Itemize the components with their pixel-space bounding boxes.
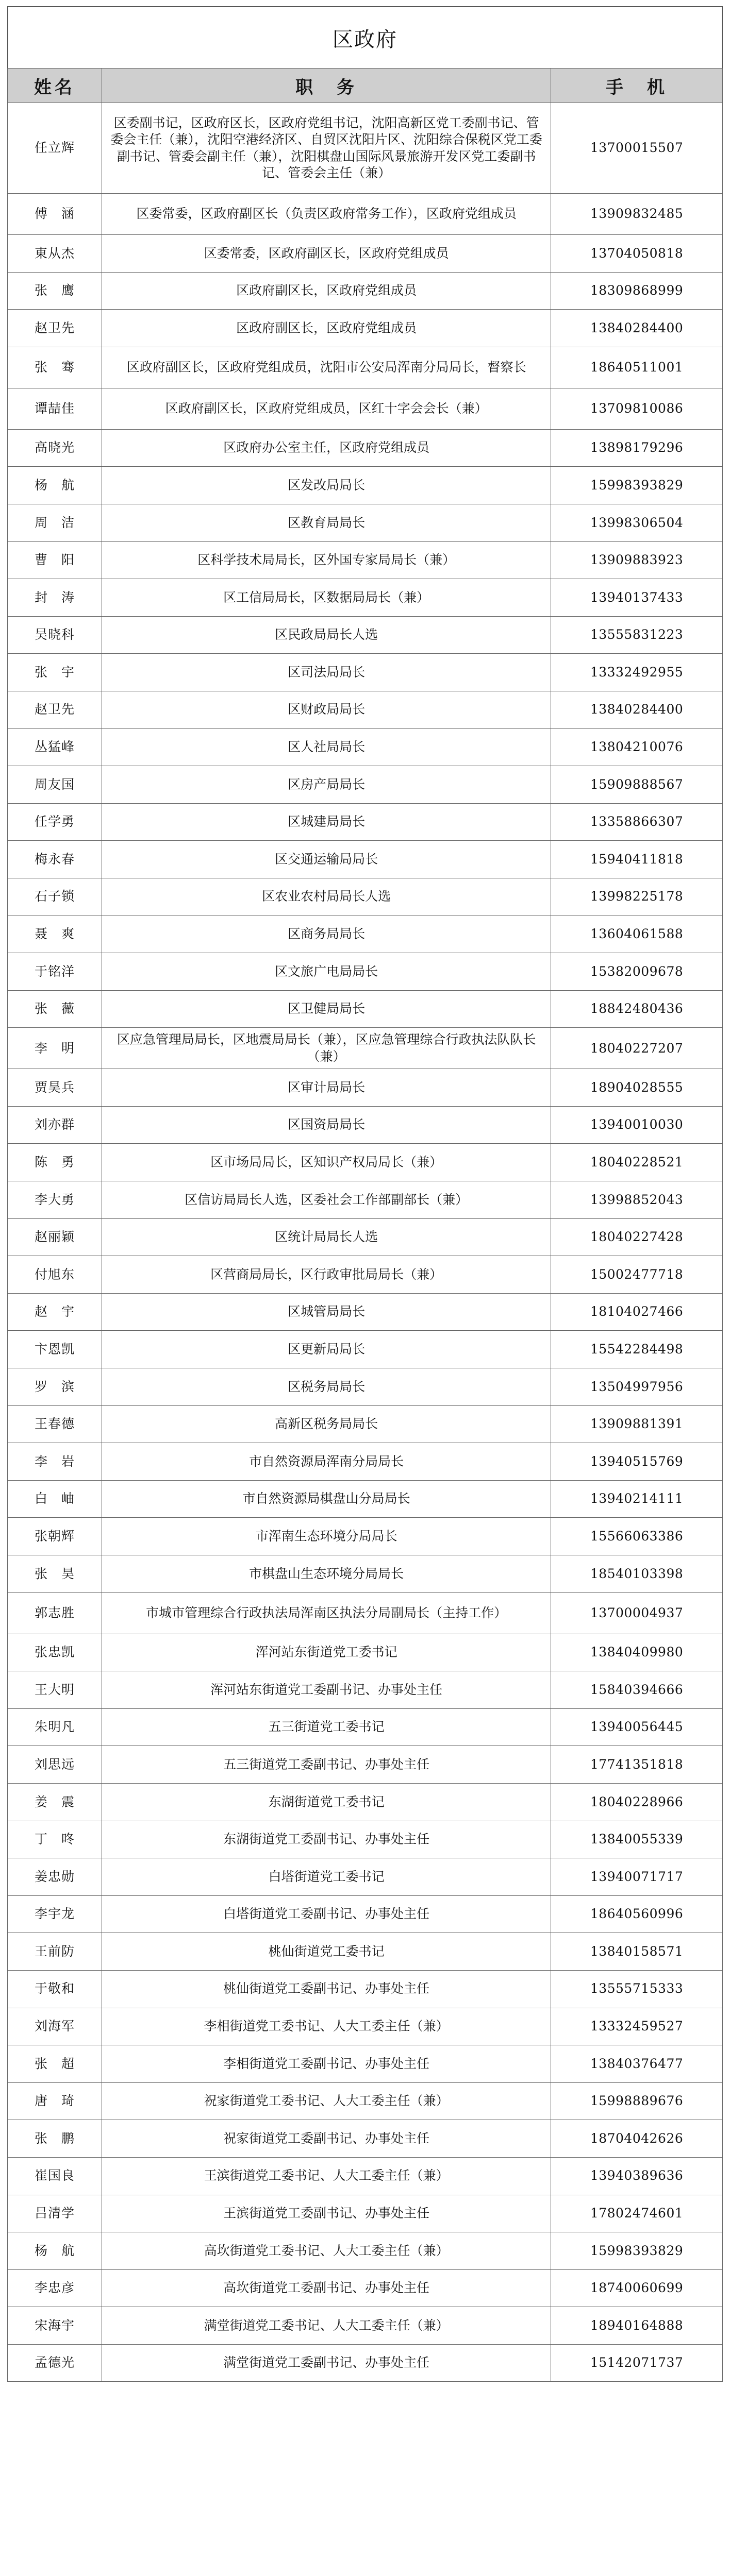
- person-duty: 区科学技术局局长，区外国专家局局长（兼）: [102, 541, 551, 579]
- table-row: [8, 1895, 723, 1933]
- person-duty: 区税务局局长: [102, 1368, 551, 1406]
- person-name: 张 宇: [8, 654, 102, 691]
- person-name: 丛猛峰: [8, 728, 102, 766]
- table-row: [8, 1331, 723, 1368]
- table-row: [8, 2082, 723, 2120]
- person-duty: 区委常委，区政府副区长，区政府党组成员: [102, 235, 551, 273]
- table-row: [8, 1256, 723, 1294]
- person-name: 朱明凡: [8, 1708, 102, 1746]
- person-phone: 13504997956: [551, 1368, 723, 1406]
- person-duty: 区工信局局长，区数据局局长（兼）: [102, 579, 551, 617]
- table-header-row: [8, 69, 723, 103]
- table-row: [8, 2344, 723, 2382]
- person-name: 李 岩: [8, 1443, 102, 1481]
- table-row: [8, 841, 723, 878]
- person-duty: 区委常委，区政府副区长（负责区政府常务工作），区政府党组成员: [102, 194, 551, 235]
- table-row: [8, 388, 723, 429]
- person-duty: 桃仙街道党工委书记: [102, 1933, 551, 1971]
- table-row: [8, 235, 723, 273]
- person-phone: 13840284400: [551, 691, 723, 728]
- person-phone: 18740060699: [551, 2269, 723, 2307]
- table-row: [8, 579, 723, 617]
- person-name: 東从杰: [8, 235, 102, 273]
- person-phone: 13332459527: [551, 2008, 723, 2045]
- person-phone: 18040228521: [551, 1144, 723, 1181]
- person-duty: 区人社局局长: [102, 728, 551, 766]
- person-name: 张忠凯: [8, 1634, 102, 1671]
- table-row: [8, 1069, 723, 1107]
- person-duty: 区城管局局长: [102, 1293, 551, 1331]
- person-name: 宋海宇: [8, 2307, 102, 2345]
- person-phone: 13998306504: [551, 504, 723, 541]
- person-duty: 高坎街道党工委书记、人大工委主任（兼）: [102, 2232, 551, 2270]
- table-row: [8, 467, 723, 504]
- person-duty: 区文旅广电局局长: [102, 953, 551, 991]
- table-row: [8, 766, 723, 804]
- person-name: 崔国良: [8, 2157, 102, 2195]
- table-row: [8, 2232, 723, 2270]
- person-duty: 区教育局局长: [102, 504, 551, 541]
- person-duty: 区农业农村局局长人选: [102, 878, 551, 916]
- person-duty: 区民政局局长人选: [102, 616, 551, 654]
- header-phone: 手 机: [551, 69, 723, 103]
- person-phone: 13909832485: [551, 194, 723, 235]
- person-phone: 13358866307: [551, 803, 723, 841]
- table-row: [8, 310, 723, 347]
- person-phone: 13840055339: [551, 1821, 723, 1858]
- person-name: 杨 航: [8, 467, 102, 504]
- person-phone: 13700004937: [551, 1592, 723, 1634]
- table-row: [8, 1028, 723, 1069]
- person-duty: 区政府副区长，区政府党组成员，区红十字会会长（兼）: [102, 388, 551, 429]
- person-duty: 区城建局局长: [102, 803, 551, 841]
- person-name: 郭志胜: [8, 1592, 102, 1634]
- person-duty: 区市场局局长，区知识产权局局长（兼）: [102, 1144, 551, 1181]
- person-duty: 区审计局局长: [102, 1069, 551, 1107]
- person-duty: 区统计局局长人选: [102, 1218, 551, 1256]
- person-duty: 区委副书记，区政府区长，区政府党组书记，沈阳高新区党工委副书记、管委会主任（兼），沈阳空港经济区、自贸区沈阳片区、沈阳综合保税区党工委副书记、管委会副主任（兼），沈阳棋盘山国际风景旅游开发区党工委副书记、管委会主任（兼）: [102, 103, 551, 194]
- person-duty: 区交通运输局局长: [102, 841, 551, 878]
- person-name: 罗 滨: [8, 1368, 102, 1406]
- person-phone: 15002477718: [551, 1256, 723, 1294]
- person-phone: 18540103398: [551, 1555, 723, 1593]
- table-row: [8, 1933, 723, 1971]
- table-row: [8, 429, 723, 467]
- person-phone: 13840376477: [551, 2045, 723, 2083]
- table-row: [8, 2008, 723, 2045]
- person-duty: 浑河站东街道党工委副书记、办事处主任: [102, 1671, 551, 1709]
- table-row: [8, 1970, 723, 2008]
- person-phone: 13940389636: [551, 2157, 723, 2195]
- person-phone: 18940164888: [551, 2307, 723, 2345]
- person-phone: 15998393829: [551, 2232, 723, 2270]
- table-row: [8, 541, 723, 579]
- table-row: [8, 1368, 723, 1406]
- person-phone: 18704042626: [551, 2120, 723, 2158]
- person-duty: 区司法局局长: [102, 654, 551, 691]
- table-row: [8, 2195, 723, 2232]
- table-row: [8, 1671, 723, 1709]
- person-name: 卞恩凯: [8, 1331, 102, 1368]
- person-name: 刘思远: [8, 1746, 102, 1784]
- person-duty: 市浑南生态环境分局局长: [102, 1518, 551, 1555]
- table-row: [8, 347, 723, 388]
- person-duty: 祝家街道党工委副书记、办事处主任: [102, 2120, 551, 2158]
- table-row: [8, 1480, 723, 1518]
- person-duty: 高坎街道党工委副书记、办事处主任: [102, 2269, 551, 2307]
- table-row: [8, 2157, 723, 2195]
- person-name: 梅永春: [8, 841, 102, 878]
- person-name: 张朝辉: [8, 1518, 102, 1555]
- person-duty: 东湖街道党工委书记: [102, 1783, 551, 1821]
- person-name: 张 昊: [8, 1555, 102, 1593]
- person-name: 丁 咚: [8, 1821, 102, 1858]
- person-phone: 13840284400: [551, 310, 723, 347]
- person-name: 于敬和: [8, 1970, 102, 2008]
- person-phone: 18904028555: [551, 1069, 723, 1107]
- person-name: 付旭东: [8, 1256, 102, 1294]
- person-name: 张 超: [8, 2045, 102, 2083]
- person-duty: 五三街道党工委副书记、办事处主任: [102, 1746, 551, 1784]
- person-name: 周 洁: [8, 504, 102, 541]
- person-name: 吕清学: [8, 2195, 102, 2232]
- person-phone: 18040227207: [551, 1028, 723, 1069]
- person-name: 张 鹰: [8, 272, 102, 310]
- person-duty: 高新区税务局局长: [102, 1405, 551, 1443]
- person-phone: 13840409980: [551, 1634, 723, 1671]
- person-phone: 15542284498: [551, 1331, 723, 1368]
- person-duty: 区发改局局长: [102, 467, 551, 504]
- person-phone: 17802474601: [551, 2195, 723, 2232]
- person-name: 杨 航: [8, 2232, 102, 2270]
- table-row: [8, 1708, 723, 1746]
- person-phone: 15382009678: [551, 953, 723, 991]
- table-row: [8, 1592, 723, 1634]
- table-row: [8, 2307, 723, 2345]
- person-phone: 13704050818: [551, 235, 723, 273]
- person-duty: 王滨街道党工委副书记、办事处主任: [102, 2195, 551, 2232]
- person-duty: 区更新局局长: [102, 1331, 551, 1368]
- table-row: [8, 1821, 723, 1858]
- person-phone: 13909883923: [551, 541, 723, 579]
- person-name: 谭喆佳: [8, 388, 102, 429]
- person-phone: 13940010030: [551, 1106, 723, 1144]
- person-duty: 市棋盘山生态环境分局局长: [102, 1555, 551, 1593]
- person-phone: 18640560996: [551, 1895, 723, 1933]
- person-duty: 区政府副区长，区政府党组成员，沈阳市公安局浑南分局局长，督察长: [102, 347, 551, 388]
- person-name: 于铭洋: [8, 953, 102, 991]
- person-duty: 市城市管理综合行政执法局浑南区执法分局副局长（主持工作）: [102, 1592, 551, 1634]
- table-row: [8, 616, 723, 654]
- person-duty: 区房产局局长: [102, 766, 551, 804]
- person-phone: 18309868999: [551, 272, 723, 310]
- table-row: [8, 654, 723, 691]
- person-phone: 18040227428: [551, 1218, 723, 1256]
- table-row: [8, 1783, 723, 1821]
- person-duty: 区政府副区长，区政府党组成员: [102, 310, 551, 347]
- person-phone: 13940056445: [551, 1708, 723, 1746]
- person-phone: 15142071737: [551, 2344, 723, 2382]
- table-body: [8, 103, 723, 2382]
- person-name: 周友国: [8, 766, 102, 804]
- person-phone: 15840394666: [551, 1671, 723, 1709]
- person-phone: 18104027466: [551, 1293, 723, 1331]
- table-row: [8, 1106, 723, 1144]
- header-name: 姓名: [8, 69, 102, 103]
- person-duty: 五三街道党工委书记: [102, 1708, 551, 1746]
- table-row: [8, 728, 723, 766]
- person-duty: 区政府办公室主任，区政府党组成员: [102, 429, 551, 467]
- person-phone: 13898179296: [551, 429, 723, 467]
- person-duty: 区政府副区长，区政府党组成员: [102, 272, 551, 310]
- person-phone: 13940214111: [551, 1480, 723, 1518]
- person-phone: 18842480436: [551, 990, 723, 1028]
- person-phone: 17741351818: [551, 1746, 723, 1784]
- person-duty: 李相街道党工委书记、人大工委主任（兼）: [102, 2008, 551, 2045]
- person-phone: 13604061588: [551, 916, 723, 953]
- person-duty: 浑河站东街道党工委书记: [102, 1634, 551, 1671]
- table-row: [8, 1746, 723, 1784]
- table-row: [8, 990, 723, 1028]
- table-row: [8, 878, 723, 916]
- table-row: [8, 194, 723, 235]
- person-duty: 市自然资源局棋盘山分局局长: [102, 1480, 551, 1518]
- person-phone: 18040228966: [551, 1783, 723, 1821]
- table-row: [8, 1634, 723, 1671]
- person-phone: 13940137433: [551, 579, 723, 617]
- table-row: [8, 504, 723, 541]
- person-name: 唐 琦: [8, 2082, 102, 2120]
- person-name: 任学勇: [8, 803, 102, 841]
- person-name: 赵卫先: [8, 310, 102, 347]
- table-row: [8, 2120, 723, 2158]
- person-duty: 区商务局局长: [102, 916, 551, 953]
- person-name: 刘亦群: [8, 1106, 102, 1144]
- person-name: 石子锁: [8, 878, 102, 916]
- table-row: [8, 1218, 723, 1256]
- person-duty: 白塔街道党工委书记: [102, 1858, 551, 1896]
- person-name: 张 骞: [8, 347, 102, 388]
- person-name: 王春德: [8, 1405, 102, 1443]
- table-row: [8, 1293, 723, 1331]
- person-name: 陈 勇: [8, 1144, 102, 1181]
- person-phone: 13998852043: [551, 1181, 723, 1219]
- document-title: 区政府: [7, 6, 723, 68]
- person-phone: 13804210076: [551, 728, 723, 766]
- header-duty: 职 务: [102, 69, 551, 103]
- person-phone: 13940515769: [551, 1443, 723, 1481]
- person-phone: 13332492955: [551, 654, 723, 691]
- person-name: 赵卫先: [8, 691, 102, 728]
- person-duty: 李相街道党工委副书记、办事处主任: [102, 2045, 551, 2083]
- table-row: [8, 916, 723, 953]
- table-row: [8, 1858, 723, 1896]
- person-phone: 15909888567: [551, 766, 723, 804]
- person-name: 傅 涵: [8, 194, 102, 235]
- table-row: [8, 1144, 723, 1181]
- table-row: [8, 953, 723, 991]
- table-row: [8, 1518, 723, 1555]
- person-name: 李宇龙: [8, 1895, 102, 1933]
- person-duty: 王滨街道党工委书记、人大工委主任（兼）: [102, 2157, 551, 2195]
- person-name: 赵丽颖: [8, 1218, 102, 1256]
- person-phone: 13909881391: [551, 1405, 723, 1443]
- person-phone: 13940071717: [551, 1858, 723, 1896]
- person-duty: 区应急管理局局长，区地震局局长（兼），区应急管理综合行政执法队队长（兼）: [102, 1028, 551, 1069]
- table-row: [8, 103, 723, 194]
- person-duty: 满堂街道党工委副书记、办事处主任: [102, 2344, 551, 2382]
- person-name: 姜 震: [8, 1783, 102, 1821]
- person-name: 李忠彦: [8, 2269, 102, 2307]
- person-duty: 桃仙街道党工委副书记、办事处主任: [102, 1970, 551, 2008]
- person-name: 王前防: [8, 1933, 102, 1971]
- person-phone: 15566063386: [551, 1518, 723, 1555]
- person-name: 贾昊兵: [8, 1069, 102, 1107]
- person-duty: 满堂街道党工委书记、人大工委主任（兼）: [102, 2307, 551, 2345]
- person-phone: 13840158571: [551, 1933, 723, 1971]
- person-name: 曹 阳: [8, 541, 102, 579]
- table-row: [8, 1181, 723, 1219]
- person-duty: 区卫健局局长: [102, 990, 551, 1028]
- person-name: 姜忠勋: [8, 1858, 102, 1896]
- person-name: 孟德光: [8, 2344, 102, 2382]
- person-name: 张 薇: [8, 990, 102, 1028]
- person-phone: 13555715333: [551, 1970, 723, 2008]
- person-phone: 15998889676: [551, 2082, 723, 2120]
- table-row: [8, 1405, 723, 1443]
- person-name: 聂 爽: [8, 916, 102, 953]
- person-phone: 15940411818: [551, 841, 723, 878]
- person-duty: 区信访局局长人选，区委社会工作部副部长（兼）: [102, 1181, 551, 1219]
- person-name: 封 涛: [8, 579, 102, 617]
- person-phone: 13700015507: [551, 103, 723, 194]
- person-phone: 15998393829: [551, 467, 723, 504]
- person-name: 任立辉: [8, 103, 102, 194]
- person-phone: 13555831223: [551, 616, 723, 654]
- person-duty: 祝家街道党工委书记、人大工委主任（兼）: [102, 2082, 551, 2120]
- person-duty: 区营商局局长，区行政审批局局长（兼）: [102, 1256, 551, 1294]
- person-duty: 区国资局局长: [102, 1106, 551, 1144]
- table-row: [8, 1443, 723, 1481]
- person-duty: 白塔街道党工委副书记、办事处主任: [102, 1895, 551, 1933]
- person-name: 王大明: [8, 1671, 102, 1709]
- person-phone: 13998225178: [551, 878, 723, 916]
- person-duty: 东湖街道党工委副书记、办事处主任: [102, 1821, 551, 1858]
- person-phone: 13709810086: [551, 388, 723, 429]
- person-name: 赵 宇: [8, 1293, 102, 1331]
- table-row: [8, 803, 723, 841]
- person-phone: 18640511001: [551, 347, 723, 388]
- person-name: 吴晓科: [8, 616, 102, 654]
- person-name: 李大勇: [8, 1181, 102, 1219]
- person-name: 李 明: [8, 1028, 102, 1069]
- person-name: 高晓光: [8, 429, 102, 467]
- person-name: 刘海军: [8, 2008, 102, 2045]
- person-duty: 市自然资源局浑南分局局长: [102, 1443, 551, 1481]
- person-duty: 区财政局局长: [102, 691, 551, 728]
- table-row: [8, 272, 723, 310]
- contact-table: [7, 68, 723, 2382]
- person-name: 张 鹏: [8, 2120, 102, 2158]
- person-name: 白 岫: [8, 1480, 102, 1518]
- table-row: [8, 691, 723, 728]
- table-row: [8, 2269, 723, 2307]
- table-row: [8, 2045, 723, 2083]
- table-row: [8, 1555, 723, 1593]
